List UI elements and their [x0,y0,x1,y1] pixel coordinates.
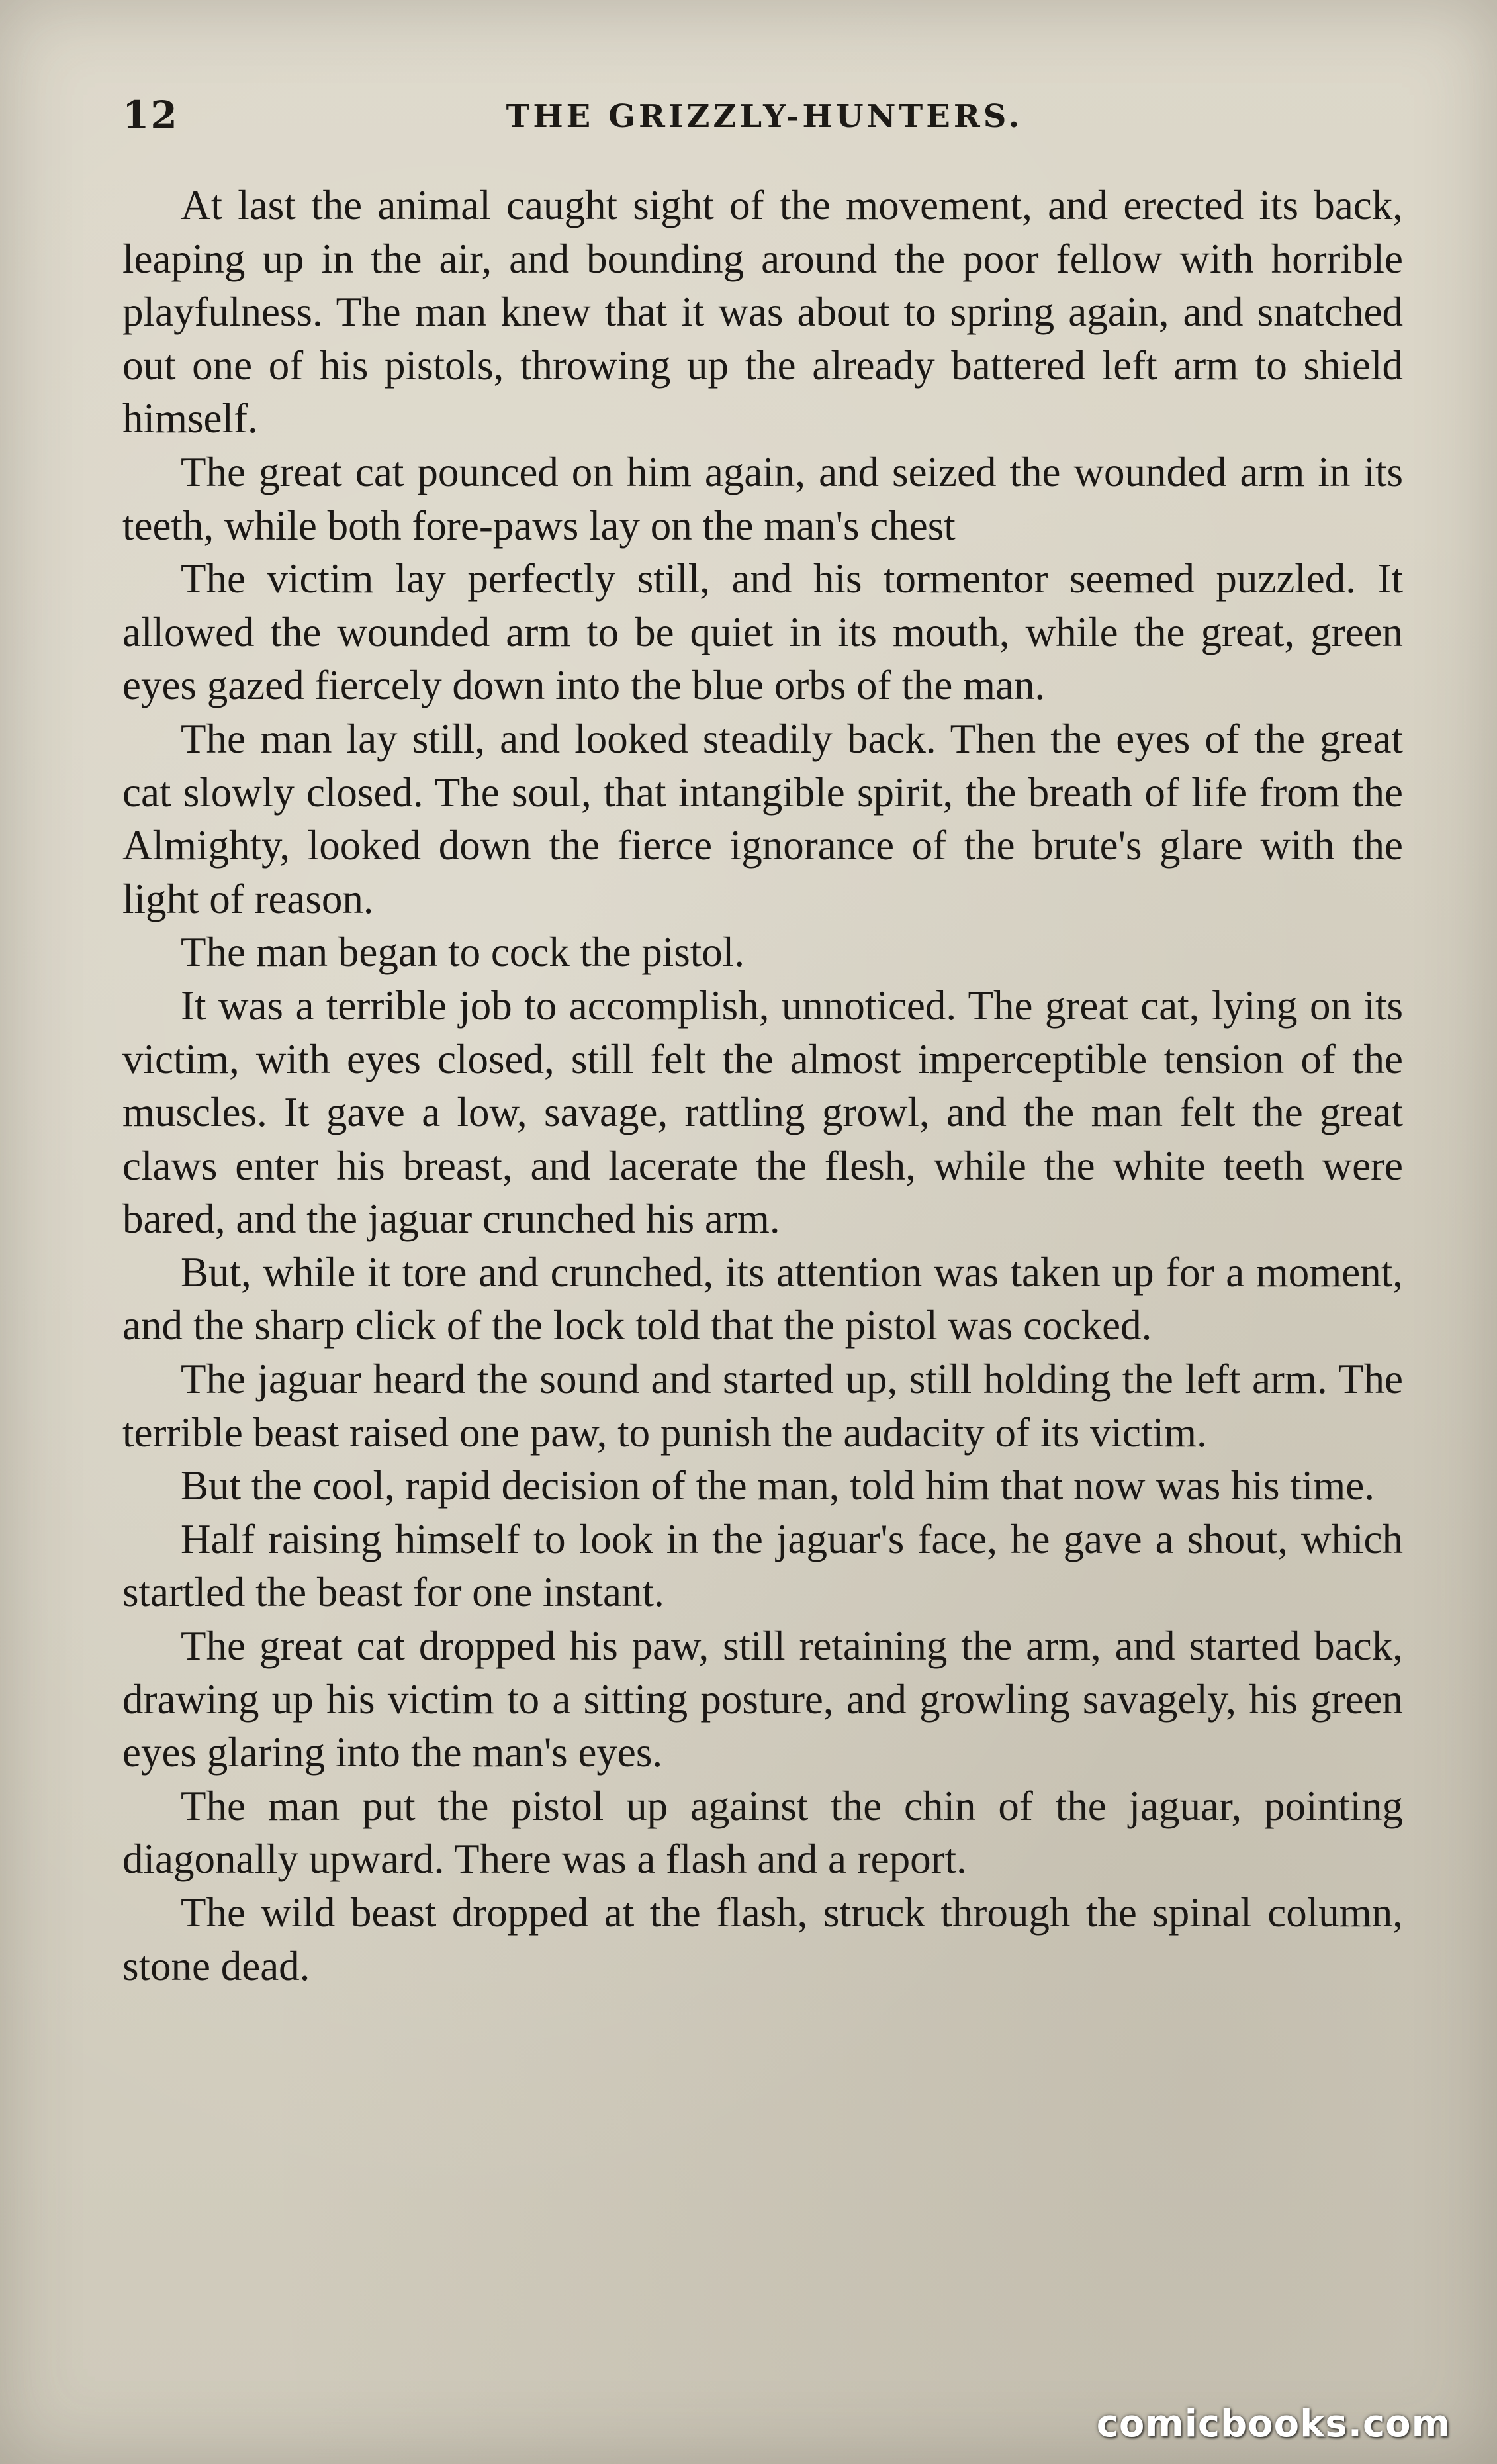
paragraph: At last the animal caught sight of the movement, and erected its back, leaping up in the air, and bounding around the poor fellow with horrible playfulness. The man knew that it was about to spring again, and snatched out one of his pistols, throwing up the already battered left arm to shield himself. [122,182,1403,442]
paragraph: The jaguar heard the sound and started up, still holding the left arm. The terrible beast raised one paw, to punish the audacity of its victim. [122,1356,1403,1456]
paragraph: The man lay still, and looked steadily back. Then the eyes of the great cat slowly closed. The soul, that intangible spirit, the breath of life from the Almighty, looked down the fierce ignorance of the brute's glare with the light of reason. [122,715,1403,922]
paragraph: The man began to cock the pistol. [181,929,745,976]
paragraph: It was a terrible job to accomplish, unnoticed. The great cat, lying on its victim, with eyes closed, still felt the almost imperceptible tension of the muscles. It gave a low, savage, rattling growl, and the man felt the great claws enter his breast, and lacerate the flesh, while the white teeth were bared, and the jaguar crunched his arm. [122,982,1403,1243]
paragraph: The great cat dropped his paw, still retaining the arm, and started back, drawing up his victim to a sitting posture, and growling savagely, his green eyes glaring into the man's eyes. [122,1623,1403,1776]
paragraph: But, while it tore and crunched, its attention was taken up for a moment, and the sharp click of the lock told that the pistol was cocked. [122,1249,1403,1349]
body-text [122,179,1403,1993]
paragraph: But the cool, rapid decision of the man, told him that now was his time. [181,1462,1375,1509]
paragraph: The wild beast dropped at the flash, struck through the spinal column, stone dead. [122,1889,1403,1989]
paragraph: The man put the pistol up against the chin of the jaguar, pointing diagonally upward. There was a flash and a report. [122,1782,1403,1883]
paragraph: Half raising himself to look in the jaguar's face, he gave a shout, which startled the beast for one instant. [122,1515,1403,1616]
page-number: 12 [122,93,179,138]
running-title: THE GRIZZLY-HUNTERS. [506,98,1023,135]
paragraph: The victim lay perfectly still, and his tormentor seemed puzzled. It allowed the wounded arm to be quiet in its mouth, while the great, green eyes gazed fiercely down into the blue orbs of the man. [122,555,1403,709]
paragraph: The great cat pounced on him again, and seized the wounded arm in its teeth, while both fore-paws lay on the man's chest [122,448,1403,549]
watermark: comicbooks.com [1096,2402,1451,2445]
running-head [122,79,1406,146]
